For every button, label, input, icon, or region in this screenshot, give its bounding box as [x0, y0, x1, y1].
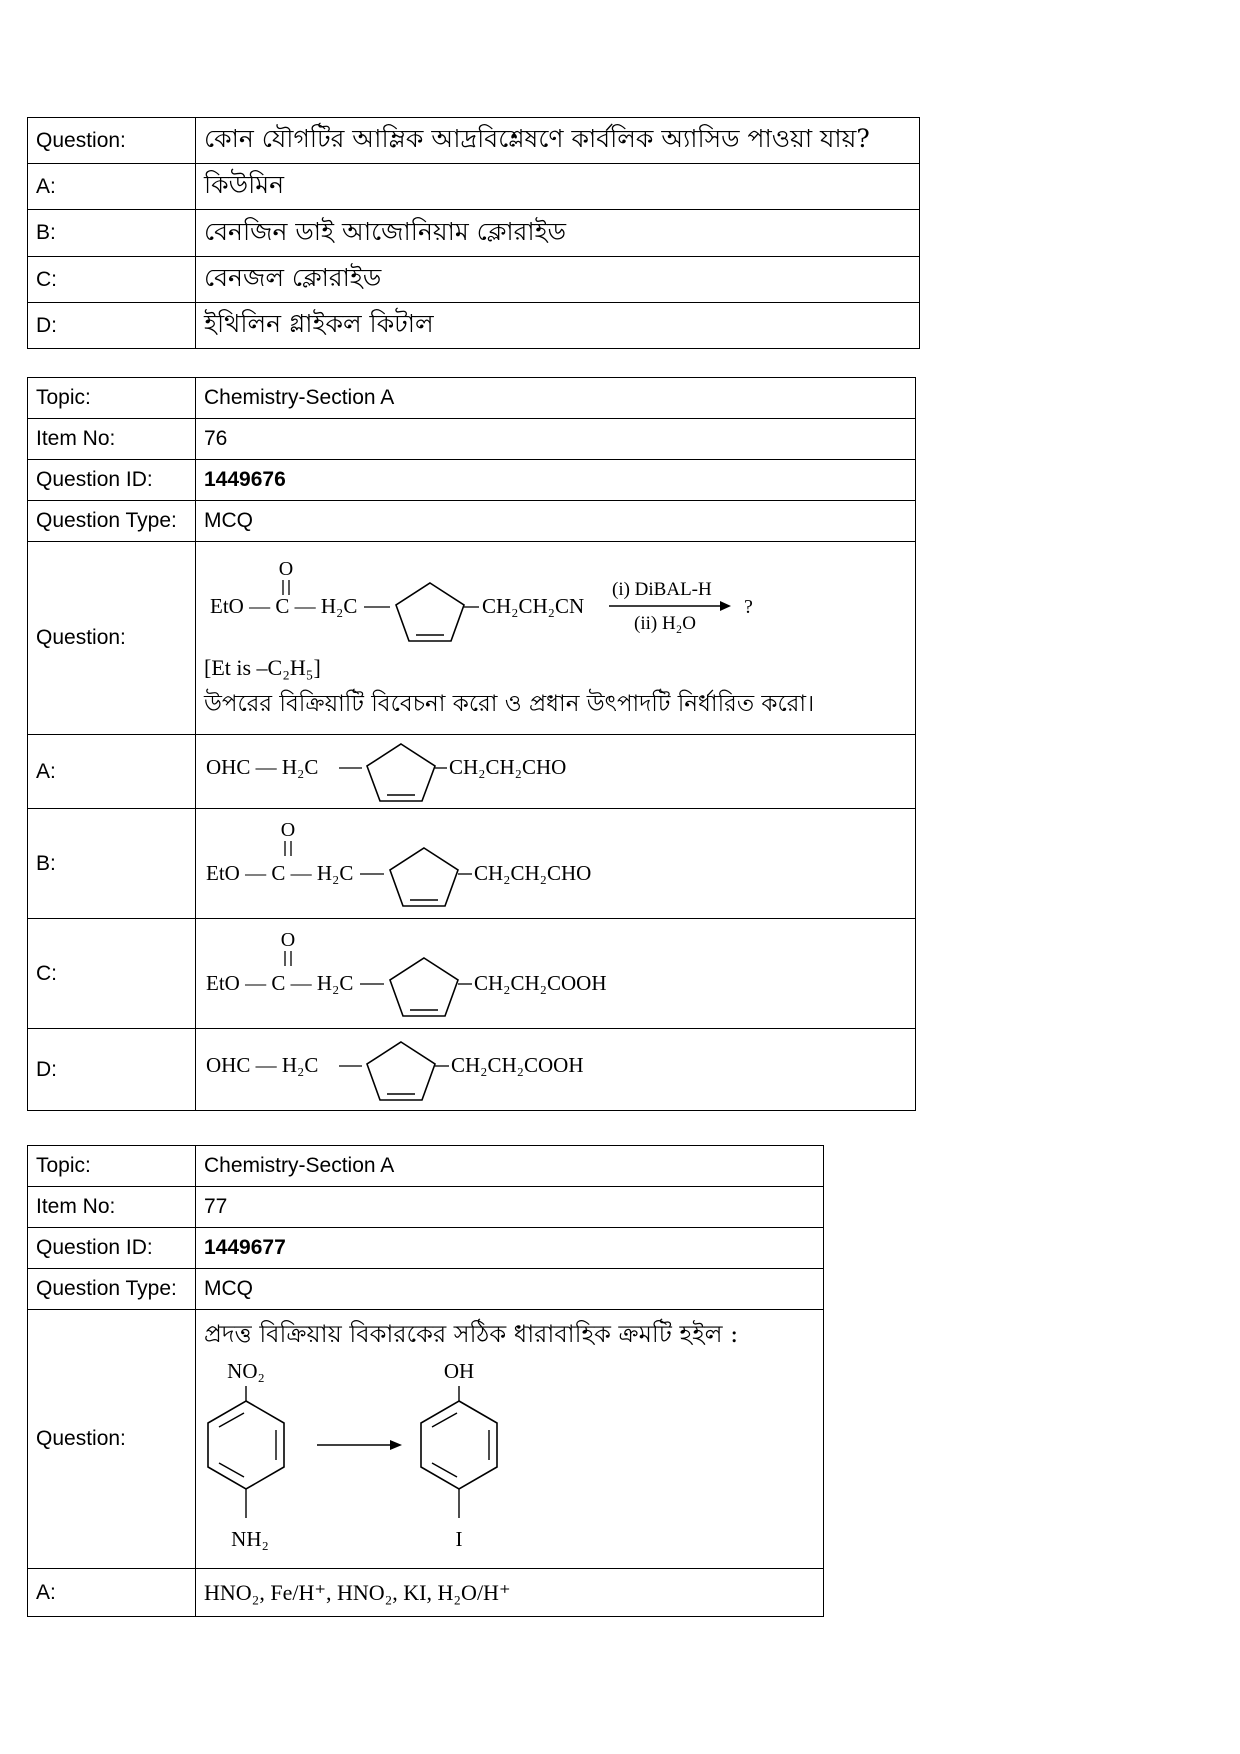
option-right-group: CH₂CH₂CHO [474, 860, 592, 885]
item-no-label: Item No: [28, 1187, 196, 1228]
benzene-ring-product [421, 1401, 497, 1489]
question-id-label: Question ID: [28, 460, 196, 501]
question-text: কোন যৌগটির আম্লিক আদ্রবিশ্লেষণে কার্বলিক অ্যাসিড পাওয়া যায়? [196, 118, 920, 164]
question-label: Question: [28, 1310, 196, 1569]
option-right-group: CH₂CH₂CHO [449, 754, 567, 779]
question-type-label: Question Type: [28, 1269, 196, 1310]
reaction-right-group: CH₂CH₂CN [482, 593, 585, 618]
benzene-ring-reactant [208, 1401, 284, 1489]
question-id-label: Question ID: [28, 1228, 196, 1269]
reagent-1: (i) DiBAL-H [612, 578, 712, 600]
topic-value: Chemistry-Section A [196, 378, 916, 419]
topic-value: Chemistry-Section A [196, 1146, 824, 1187]
topic-label: Topic: [28, 1146, 196, 1187]
reactant-bottom-group: NH₂ [231, 1527, 269, 1551]
cyclopentene-ring [396, 583, 464, 641]
carbonyl-oxygen: O [278, 557, 294, 580]
option-left-group: OHC — H₂C [206, 1052, 319, 1077]
option-text: HNO₂, Fe/H⁺, HNO₂, KI, H₂O/H⁺ [196, 1569, 824, 1617]
option-left-group: OHC — H₂C [206, 754, 319, 779]
carbonyl-oxygen: O [280, 928, 296, 951]
question-content [196, 542, 916, 735]
option-label: B: [28, 210, 196, 257]
topic-label: Topic: [28, 378, 196, 419]
option-label: C: [28, 919, 196, 1029]
question-label: Question: [28, 542, 196, 735]
option-structure [196, 1029, 916, 1111]
option-text: ইথিলিন গ্লাইকল কিটাল [196, 303, 920, 349]
question-type-label: Question Type: [28, 501, 196, 542]
question-type-value: MCQ [196, 1269, 824, 1310]
option-structure [196, 809, 916, 919]
product-top-group: OH [443, 1359, 475, 1383]
option-right-group: CH₂CH₂COOH [474, 970, 607, 995]
option-b-structure [204, 814, 704, 914]
reaction-scheme [204, 553, 904, 653]
reactant-top-group: NO₂ [227, 1359, 265, 1383]
question-table-76 [27, 377, 916, 1111]
item-no-label: Item No: [28, 419, 196, 460]
question-id-value: 1449677 [196, 1228, 824, 1269]
reaction-left-group: EtO — C — H₂C [210, 593, 358, 618]
question-id-value: 1449676 [196, 460, 916, 501]
question-type-value: MCQ [196, 501, 916, 542]
product-bottom-group: I [455, 1527, 463, 1551]
option-text: বেনজিন ডাই আজোনিয়াম ক্লোরাইড [196, 210, 920, 257]
option-left-group: EtO — C — H₂C [206, 970, 354, 995]
reaction-product: ? [744, 595, 753, 618]
option-c-structure [204, 924, 704, 1024]
option-label: A: [28, 735, 196, 809]
option-left-group: EtO — C — H₂C [206, 860, 354, 885]
option-d-structure [204, 1034, 704, 1106]
option-right-group: CH₂CH₂COOH [451, 1052, 584, 1077]
option-label: C: [28, 257, 196, 303]
question-table-77 [27, 1145, 824, 1617]
option-label: D: [28, 1029, 196, 1111]
question-table-75 [27, 117, 920, 349]
reaction-scheme [204, 1356, 604, 1566]
option-label: A: [28, 164, 196, 210]
carbonyl-oxygen: O [280, 818, 296, 841]
option-label: D: [28, 303, 196, 349]
reaction-arrow [317, 1440, 402, 1450]
option-a-structure [204, 738, 704, 806]
question-instruction: প্রদত্ত বিক্রিয়ায় বিকারকের সঠিক ধারাবাহিক ক্রমটি হইল : [204, 1320, 739, 1348]
question-instruction: উপরের বিক্রিয়াটি বিবেচনা করো ও প্রধান উৎপাদটি নির্ধারিত করো। [204, 690, 815, 717]
ethyl-note: [Et is –C₂H₅] [204, 654, 321, 680]
option-text: কিউমিন [196, 164, 920, 210]
item-no-value: 76 [196, 419, 916, 460]
option-label: A: [28, 1569, 196, 1617]
reagent-2: (ii) H₂O [634, 612, 697, 634]
question-label: Question: [28, 118, 196, 164]
option-text: বেনজল ক্লোরাইড [196, 257, 920, 303]
item-no-value: 77 [196, 1187, 824, 1228]
option-label: B: [28, 809, 196, 919]
option-structure [196, 735, 916, 809]
question-content [196, 1310, 824, 1569]
option-structure [196, 919, 916, 1029]
